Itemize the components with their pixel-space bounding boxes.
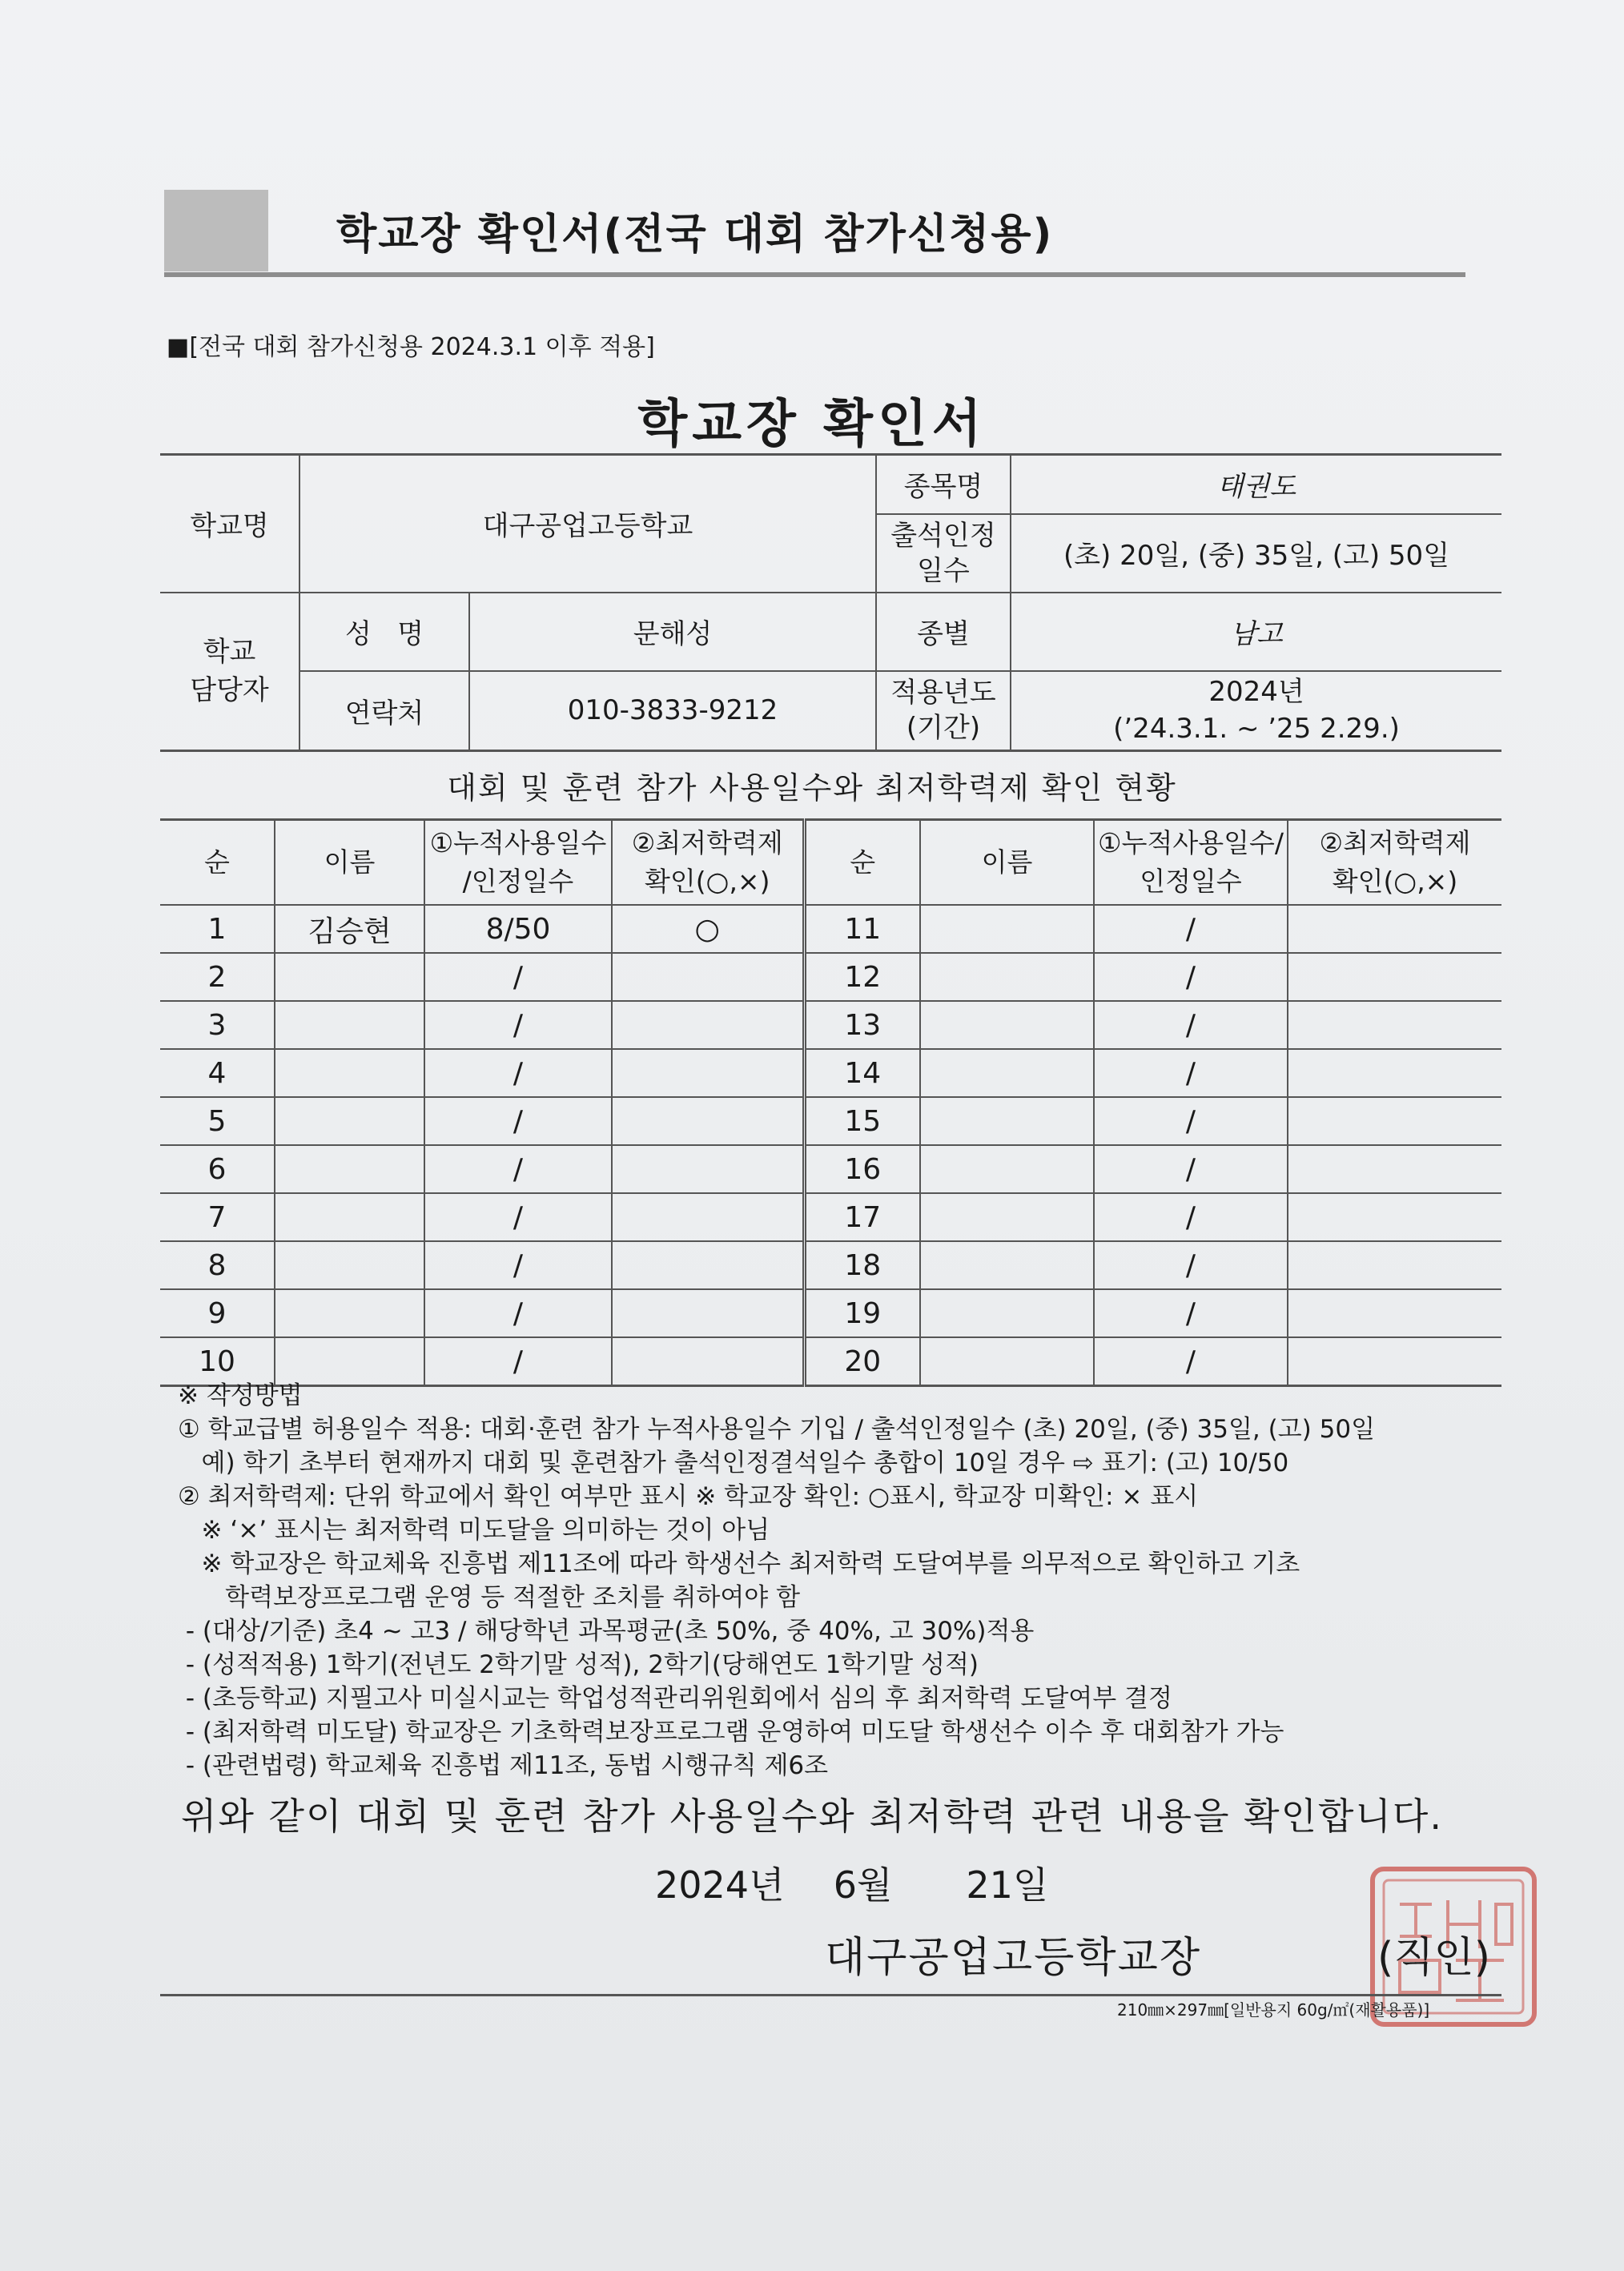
roster-name-left	[275, 953, 424, 1001]
header-no-right: 순	[804, 820, 920, 906]
roster-no-left: 2	[160, 953, 275, 1001]
roster-no-left: 1	[160, 905, 275, 953]
header-no-left: 순	[160, 820, 275, 906]
roster-name-right	[920, 1193, 1094, 1241]
issue-date: 2024년 6월 21일	[655, 1863, 1049, 1907]
roster-row	[160, 953, 1501, 1001]
roster-days-left: /	[424, 1241, 612, 1289]
roster-name-left	[275, 1289, 424, 1337]
roster-days-right: /	[1094, 1049, 1288, 1097]
roster-no-right: 17	[804, 1193, 920, 1241]
roster-name-right	[920, 1289, 1094, 1337]
bottom-rule	[160, 1994, 1501, 1996]
attendance-value: (초) 20일, (중) 35일, (고) 50일	[1011, 514, 1501, 593]
applicability-note: ■[전국 대회 참가신청용 2024.3.1 이후 적용]	[167, 333, 655, 361]
instruction-line: - (관련법령) 학교체육 진흥법 제11조, 동법 시행규칙 제6조	[178, 1751, 829, 1780]
instruction-line: 학력보장프로그램 운영 등 적절한 조치를 취하여야 함	[178, 1583, 801, 1612]
year-label-line-2: (기간)	[906, 712, 981, 745]
header-check-right-line-2: 확인(○,×)	[1332, 866, 1458, 897]
roster-name-left	[275, 1193, 424, 1241]
roster-check-left	[612, 1241, 804, 1289]
header-rule	[164, 272, 1465, 277]
roster-name-right	[920, 953, 1094, 1001]
roster-no-left: 8	[160, 1241, 275, 1289]
roster-no-right: 16	[804, 1145, 920, 1193]
roster-no-right: 13	[804, 1001, 920, 1049]
header-title: 학교장 확인서(전국 대회 참가신청용)	[336, 211, 1054, 259]
contact-label: 연락처	[299, 671, 469, 751]
roster-name-left	[275, 1049, 424, 1097]
attendance-label-line-1: 출석인정	[890, 519, 996, 552]
school-label: 학교명	[160, 455, 299, 593]
year-value	[1011, 671, 1501, 751]
roster-days-right: /	[1094, 1241, 1288, 1289]
roster-row	[160, 905, 1501, 953]
roster-row	[160, 1049, 1501, 1097]
signer-name: 대구공업고등학교장	[825, 1934, 1202, 1982]
roster-name-right	[920, 1001, 1094, 1049]
roster-days-left: /	[424, 1001, 612, 1049]
roster-no-left: 3	[160, 1001, 275, 1049]
roster-row	[160, 1193, 1501, 1241]
event-label: 종목명	[876, 455, 1011, 514]
instruction-line: - (대상/기준) 초4 ~ 고3 / 해당학년 과목평균(초 50%, 중 40%, 고 30%)적용	[178, 1617, 1035, 1646]
roster-check-left	[612, 1193, 804, 1241]
roster-name-left	[275, 1097, 424, 1145]
year-value-line-2: (’24.3.1. ~ ’25 2.29.)	[1113, 713, 1400, 746]
header-decor-block	[164, 190, 268, 271]
roster-table	[160, 818, 1501, 1387]
roster-check-left: ○	[612, 905, 804, 953]
roster-days-left: /	[424, 1097, 612, 1145]
roster-days-right: /	[1094, 1337, 1288, 1386]
instruction-line: - (최저학력 미도달) 학교장은 기초학력보장프로그램 운영하여 미도달 학생선수 이수 후 대회참가 가능	[178, 1718, 1284, 1746]
roster-days-left: /	[424, 953, 612, 1001]
roster-check-left	[612, 953, 804, 1001]
attendance-label-line-2: 일수	[917, 554, 970, 587]
roster-name-right	[920, 1097, 1094, 1145]
roster-days-right: /	[1094, 1097, 1288, 1145]
roster-days-right: /	[1094, 905, 1288, 953]
roster-check-right	[1288, 953, 1501, 1001]
roster-row	[160, 1289, 1501, 1337]
confirmation-statement: 위와 같이 대회 및 훈련 참가 사용일수와 최저학력 관련 내용을 확인합니다.	[181, 1795, 1443, 1838]
roster-check-left	[612, 1097, 804, 1145]
roster-days-right: /	[1094, 953, 1288, 1001]
roster-days-right: /	[1094, 1193, 1288, 1241]
roster-no-left: 9	[160, 1289, 275, 1337]
roster-name-right	[920, 1145, 1094, 1193]
gender-value: 남고	[1011, 593, 1501, 671]
paper-spec: 210㎜×297㎜[일반용지 60g/㎡(재활용품)]	[1117, 2000, 1430, 2020]
header-check-left	[612, 820, 804, 906]
roster-check-right	[1288, 1241, 1501, 1289]
header-check-right-line-1: ②최저학력제	[1319, 827, 1471, 858]
roster-days-left: /	[424, 1193, 612, 1241]
roster-no-right: 18	[804, 1241, 920, 1289]
instruction-line: ※ ‘×’ 표시는 최저학력 미도달을 의미하는 것이 아님	[178, 1516, 770, 1545]
roster-no-left: 5	[160, 1097, 275, 1145]
instruction-line: - (성적적용) 1학기(전년도 2학기말 성적), 2학기(당해연도 1학기말 성적)	[178, 1650, 979, 1679]
roster-days-right: /	[1094, 1289, 1288, 1337]
header-name-left: 이름	[275, 820, 424, 906]
roster-check-left	[612, 1049, 804, 1097]
gender-label: 종별	[876, 593, 1011, 671]
roster-name-left	[275, 1145, 424, 1193]
roster-no-right: 20	[804, 1337, 920, 1386]
manager-label	[160, 593, 299, 751]
roster-name-right	[920, 1049, 1094, 1097]
instruction-line: - (초등학교) 지필고사 미실시교는 학업성적관리위원회에서 심의 후 최저학력 도달여부 결정	[178, 1684, 1172, 1713]
roster-check-right	[1288, 1289, 1501, 1337]
manager-label-line-1: 학교	[203, 636, 256, 669]
roster-days-left: /	[424, 1049, 612, 1097]
header-name-right: 이름	[920, 820, 1094, 906]
roster-days-left: 8/50	[424, 905, 612, 953]
section-title: 대회 및 훈련 참가 사용일수와 최저학력제 확인 현황	[447, 770, 1177, 806]
manager-label-line-2: 담당자	[190, 674, 269, 707]
roster-check-right	[1288, 1049, 1501, 1097]
instruction-line: ① 학교급별 허용일수 적용: 대회·훈련 참가 누적사용일수 기입 / 출석인정일수 (초) 20일, (중) 35일, (고) 50일	[178, 1415, 1376, 1444]
roster-days-left: /	[424, 1337, 612, 1386]
roster-days-left: /	[424, 1145, 612, 1193]
roster-no-left: 10	[160, 1337, 275, 1386]
instructions-block	[178, 1379, 1375, 1783]
roster-no-right: 15	[804, 1097, 920, 1145]
roster-check-left	[612, 1289, 804, 1337]
roster-row	[160, 1145, 1501, 1193]
attendance-label	[876, 514, 1011, 593]
roster-days-left: /	[424, 1289, 612, 1337]
header-days-left-line-2: /인정일수	[462, 866, 574, 897]
info-table	[160, 453, 1501, 752]
seal-label: (직인)	[1377, 1934, 1491, 1982]
event-value: 태권도	[1011, 455, 1501, 514]
contact-value: 010-3833-9212	[469, 671, 876, 751]
roster-days-right: /	[1094, 1145, 1288, 1193]
header-check-left-line-2: 확인(○,×)	[645, 866, 770, 897]
roster-check-right	[1288, 1145, 1501, 1193]
year-value-line-1: 2024년	[1208, 676, 1304, 709]
header-check-right	[1288, 820, 1501, 906]
header-days-right-line-2: 인정일수	[1140, 866, 1242, 897]
roster-check-right	[1288, 1001, 1501, 1049]
header-days-right	[1094, 820, 1288, 906]
header-check-left-line-1: ②최저학력제	[631, 827, 783, 858]
roster-name-left: 김승현	[275, 905, 424, 953]
year-label-line-1: 적용년도	[890, 677, 996, 709]
roster-check-left	[612, 1001, 804, 1049]
school-value: 대구공업고등학교	[299, 455, 876, 593]
roster-check-right	[1288, 905, 1501, 953]
header-days-left-line-1: ①누적사용일수	[429, 827, 607, 858]
roster-no-right: 14	[804, 1049, 920, 1097]
instruction-line: ※ 학교장은 학교체육 진흥법 제11조에 따라 학생선수 최저학력 도달여부를 의무적으로 확인하고 기초	[178, 1550, 1300, 1578]
roster-no-left: 4	[160, 1049, 275, 1097]
roster-check-right	[1288, 1097, 1501, 1145]
roster-name-right	[920, 905, 1094, 953]
roster-row	[160, 1241, 1501, 1289]
roster-check-left	[612, 1145, 804, 1193]
name-label: 성 명	[299, 593, 469, 671]
roster-no-right: 19	[804, 1289, 920, 1337]
roster-row	[160, 1001, 1501, 1049]
roster-days-right: /	[1094, 1001, 1288, 1049]
roster-no-right: 12	[804, 953, 920, 1001]
year-label	[876, 671, 1011, 751]
roster-name-left	[275, 1001, 424, 1049]
roster-name-right	[920, 1241, 1094, 1289]
header-days-right-line-1: ①누적사용일수/	[1098, 827, 1284, 858]
instruction-line: ② 최저학력제: 단위 학교에서 확인 여부만 표시 ※ 학교장 확인: ○표시, 학교장 미확인: × 표시	[178, 1482, 1199, 1511]
roster-no-left: 7	[160, 1193, 275, 1241]
header-days-left	[424, 820, 612, 906]
roster-no-right: 11	[804, 905, 920, 953]
instruction-line: 예) 학기 초부터 현재까지 대회 및 훈련참가 출석인정결석일수 총합이 10일 경우 ⇨ 표기: (고) 10/50	[178, 1449, 1289, 1477]
roster-row	[160, 1097, 1501, 1145]
roster-name-left	[275, 1241, 424, 1289]
roster-check-right	[1288, 1193, 1501, 1241]
instruction-line: ※ 작성방법	[178, 1381, 303, 1410]
name-value: 문해성	[469, 593, 876, 671]
document-title: 학교장 확인서	[637, 395, 987, 454]
roster-no-left: 6	[160, 1145, 275, 1193]
